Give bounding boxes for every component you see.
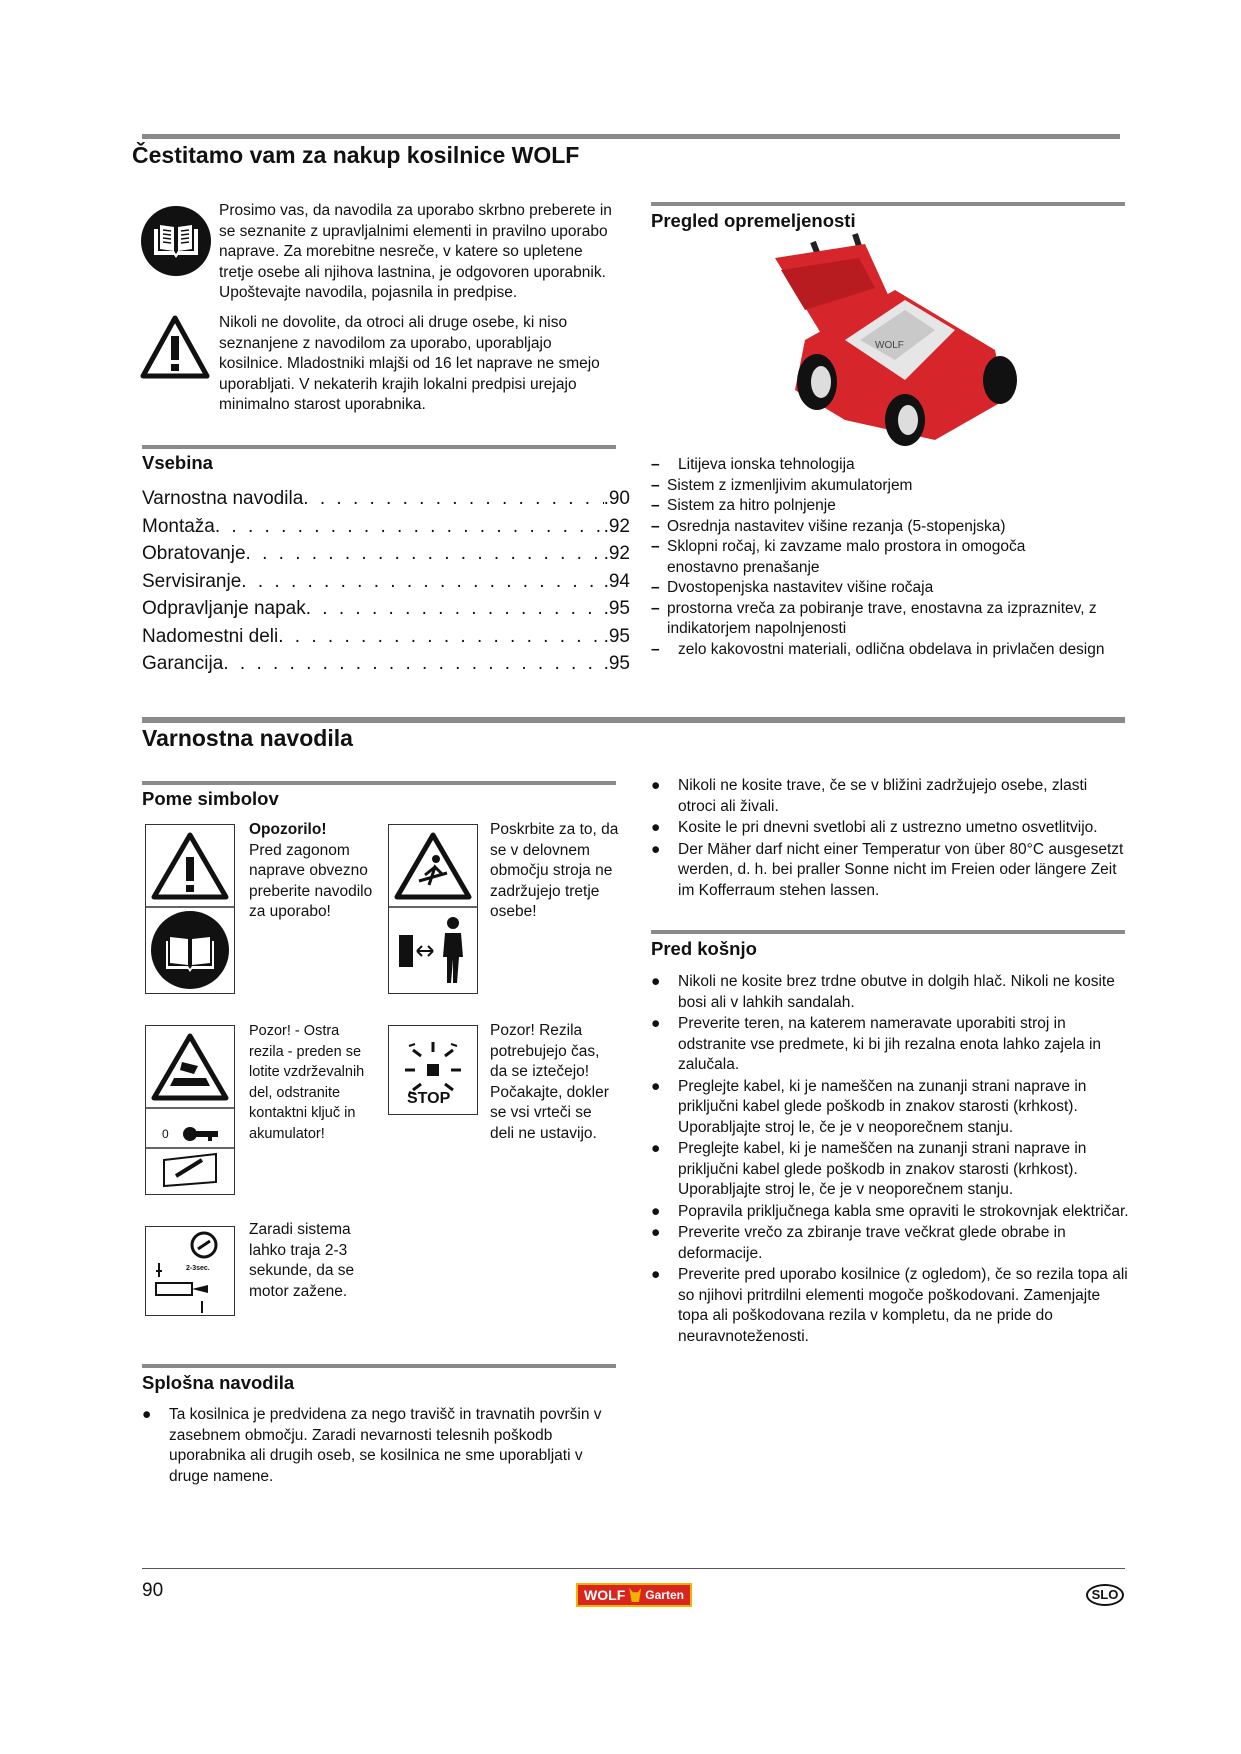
toc-item[interactable]: Montaža . . . .92: [142, 513, 630, 541]
toc-item[interactable]: Obratovanje . . . .92: [142, 540, 630, 568]
toc-list: [142, 485, 630, 678]
symbols-title: Pome simbolov: [142, 788, 279, 809]
before-item: ● Preverite vrečo za zbiranje trave večkrat glede obrabe in deformacije.: [651, 1224, 1066, 1262]
svg-text:WOLF: WOLF: [875, 340, 904, 351]
symbol-stop-box: [388, 1025, 478, 1115]
warning-triangle-icon: [140, 314, 210, 385]
symbol-warning-text: Opozorilo! Pred zagonom naprave obvezno preberite navodilo za uporabo!: [249, 821, 373, 920]
toc-item[interactable]: Varnostna navodila . . . .90: [142, 485, 630, 513]
sharp-blades-icon: [146, 1026, 234, 1194]
feature-item: – zelo kakovostni materiali, odlična obdelava in privlačen design: [651, 640, 1126, 661]
safety-rule: [142, 717, 1125, 723]
equipment-rule: [651, 202, 1125, 206]
symbol-bystanders-text: Poskrbite za to, da se v delovnem območju stroja ne zadržujejo tretje osebe!: [490, 821, 619, 920]
wolf-garten-logo: WOLF Garten: [576, 1583, 692, 1607]
feature-item: – Sklopni ročaj, ki zavzame malo prostora in omogoča enostavno prenašanje: [651, 537, 1126, 578]
toc-item[interactable]: Nadomestni deli . . . .95: [142, 623, 630, 651]
symbol-start-text: Zaradi sistema lahko traja 2-3 sekunde, da se motor zažene.: [249, 1221, 355, 1300]
country-badge: SLO: [1086, 1584, 1124, 1606]
wolf-head-icon: [629, 1588, 641, 1602]
start-delay-label: 2-3sec.: [186, 1265, 210, 1272]
page-number: 90: [142, 1580, 164, 1601]
symbol-warning-read-box: [145, 824, 235, 994]
safety-title: Varnostna navodila: [142, 725, 353, 751]
warning-read-manual-icon: [146, 825, 234, 993]
symbol-blades-text: Pozor! - Ostra rezila - preden se lotite vzdrževalnih del, odstranite kontaktni ključ in akumulator!: [249, 1023, 365, 1142]
safety-item: ● Nikoli ne kosite trave, če se v bližini zadržujejo osebe, zlasti otroci ali živali.: [651, 777, 1088, 815]
page-title: Čestitamo vam za nakup kosilnice WOLF: [132, 142, 580, 168]
footer-rule: [142, 1568, 1125, 1569]
before-item: ● Preverite teren, na katerem nameravate uporabiti stroj in odstranite vse predmete, ki bi jih rezalna enota lahko zajela in zalučala.: [651, 1015, 1102, 1073]
symbol-stop-text: Pozor! Rezila potrebujejo čas, da se iztečejo! Počakajte, dokler se vsi vrteči se deli ne ustavijo.: [490, 1022, 609, 1142]
stop-label: STOP: [407, 1090, 451, 1107]
lawnmower-image: [755, 230, 1035, 455]
before-item: ● Popravila priključnega kabla sme opraviti le strokovnjak električar.: [651, 1202, 1129, 1220]
before-item: ● Preglejte kabel, ki je nameščen na zunanji strani naprave in priključni kabel glede poškodb in znakov starosti (krhkost). Uporabljajte stroj le, če je v neoporečnem stanju.: [651, 1077, 1087, 1136]
svg-text:0: 0: [162, 1127, 169, 1141]
before-title: Pred košnjo: [651, 938, 757, 959]
equipment-title: Pregled opremeljenosti: [651, 210, 856, 231]
feature-item: – prostorna vreča za pobiranje trave, enostavna za izpraznitev, z indikatorjem napolnjenosti: [651, 599, 1126, 640]
feature-list: [651, 455, 1126, 660]
feature-item: – Sistem za hitro polnjenje: [651, 496, 1126, 517]
general-list: [142, 1405, 622, 1488]
general-rule: [142, 1364, 616, 1368]
toc-rule: [142, 445, 616, 449]
bystanders-icon: [389, 825, 477, 993]
safety-item: ● Kosite le pri dnevni svetlobi ali z ustrezno umetno osvetlitvijo.: [651, 819, 1098, 836]
intro-read-text: Prosimo vas, da navodila za uporabo skrbno preberete in se seznanite z upravljalnimi elementi in pravilno uporabo naprave. Za morebitne nesreče, v katere so upletene tretje osebe ali njihova lastnina, je odgovoren uporabnik. Upoštevajte navodila, pojasnila in predpise.: [219, 202, 612, 301]
symbol-blades-box: [145, 1025, 235, 1195]
general-item: ● Ta kosilnica je predvidena za nego travišč in travnatih površin v zasebnem območju. Zaradi nevarnosti telesnih poškodb uporabnika ali drugih oseb, se kosilnica ne sme uporabljati v druge namene.: [142, 1406, 602, 1485]
symbols-rule: [142, 781, 616, 785]
before-list: [651, 972, 1129, 1348]
general-title: Splošna navodila: [142, 1372, 295, 1393]
before-rule: [651, 930, 1125, 934]
toc-item[interactable]: Servisiranje . . . .94: [142, 568, 630, 596]
toc-item[interactable]: Garancija . . . .95: [142, 650, 630, 678]
before-item: ● Preverite pred uporabo kosilnice (z ogledom), če so rezila topa ali so njihovi pritrdilni elementi mogoče poškodovani. Zamenjajte topa ali poškodovana rezila v kompletu, da ne pride do neuravnoteženosti.: [651, 1266, 1128, 1345]
feature-item: – Osrednja nastavitev višine rezanja (5-stopenjska): [651, 517, 1126, 538]
symbol-start-box: [145, 1226, 235, 1316]
symbol-bystanders-box: [388, 824, 478, 994]
read-manual-icon: [140, 205, 212, 282]
top-rule: [142, 134, 1120, 139]
before-item: ● Nikoli ne kosite brez trdne obutve in dolgih hlač. Nikoli ne kosite bosi ali v lahkih sandalah.: [651, 973, 1115, 1011]
safety-right-list: [651, 776, 1129, 902]
feature-item: – Dvostopenjska nastavitev višine ročaja: [651, 578, 1126, 599]
feature-item: – Litijeva ionska tehnologija: [651, 455, 1126, 476]
before-item: ● Preglejte kabel, ki je nameščen na zunanji strani naprave in priključni kabel glede poškodb in znakov starosti (krhkost). Uporabljajte stroj le, če je v neoporečnem stanju.: [651, 1140, 1087, 1198]
toc-title: Vsebina: [142, 452, 213, 473]
feature-item: – Sistem z izmenljivim akumulatorjem: [651, 476, 1126, 497]
toc-item[interactable]: Odpravljanje napak . . . .95: [142, 595, 630, 623]
intro-warning-text: Nikoli ne dovolite, da otroci ali druge osebe, ki niso seznanjene z navodilom za uporabo, uporabljajo kosilnice. Mladostniki mlajši od 16 let naprave ne smejo uporabljati. V nekaterih krajih lokalni predpisi urejajo minimalno starost uporabnika.: [219, 314, 600, 413]
safety-item: ● Der Mäher darf nicht einer Temperatur von über 80°C ausgesetzt werden, d. h. bei praller Sonne nicht im Freien oder längere Zeit im Kofferraum stehen lassen.: [651, 840, 1124, 899]
